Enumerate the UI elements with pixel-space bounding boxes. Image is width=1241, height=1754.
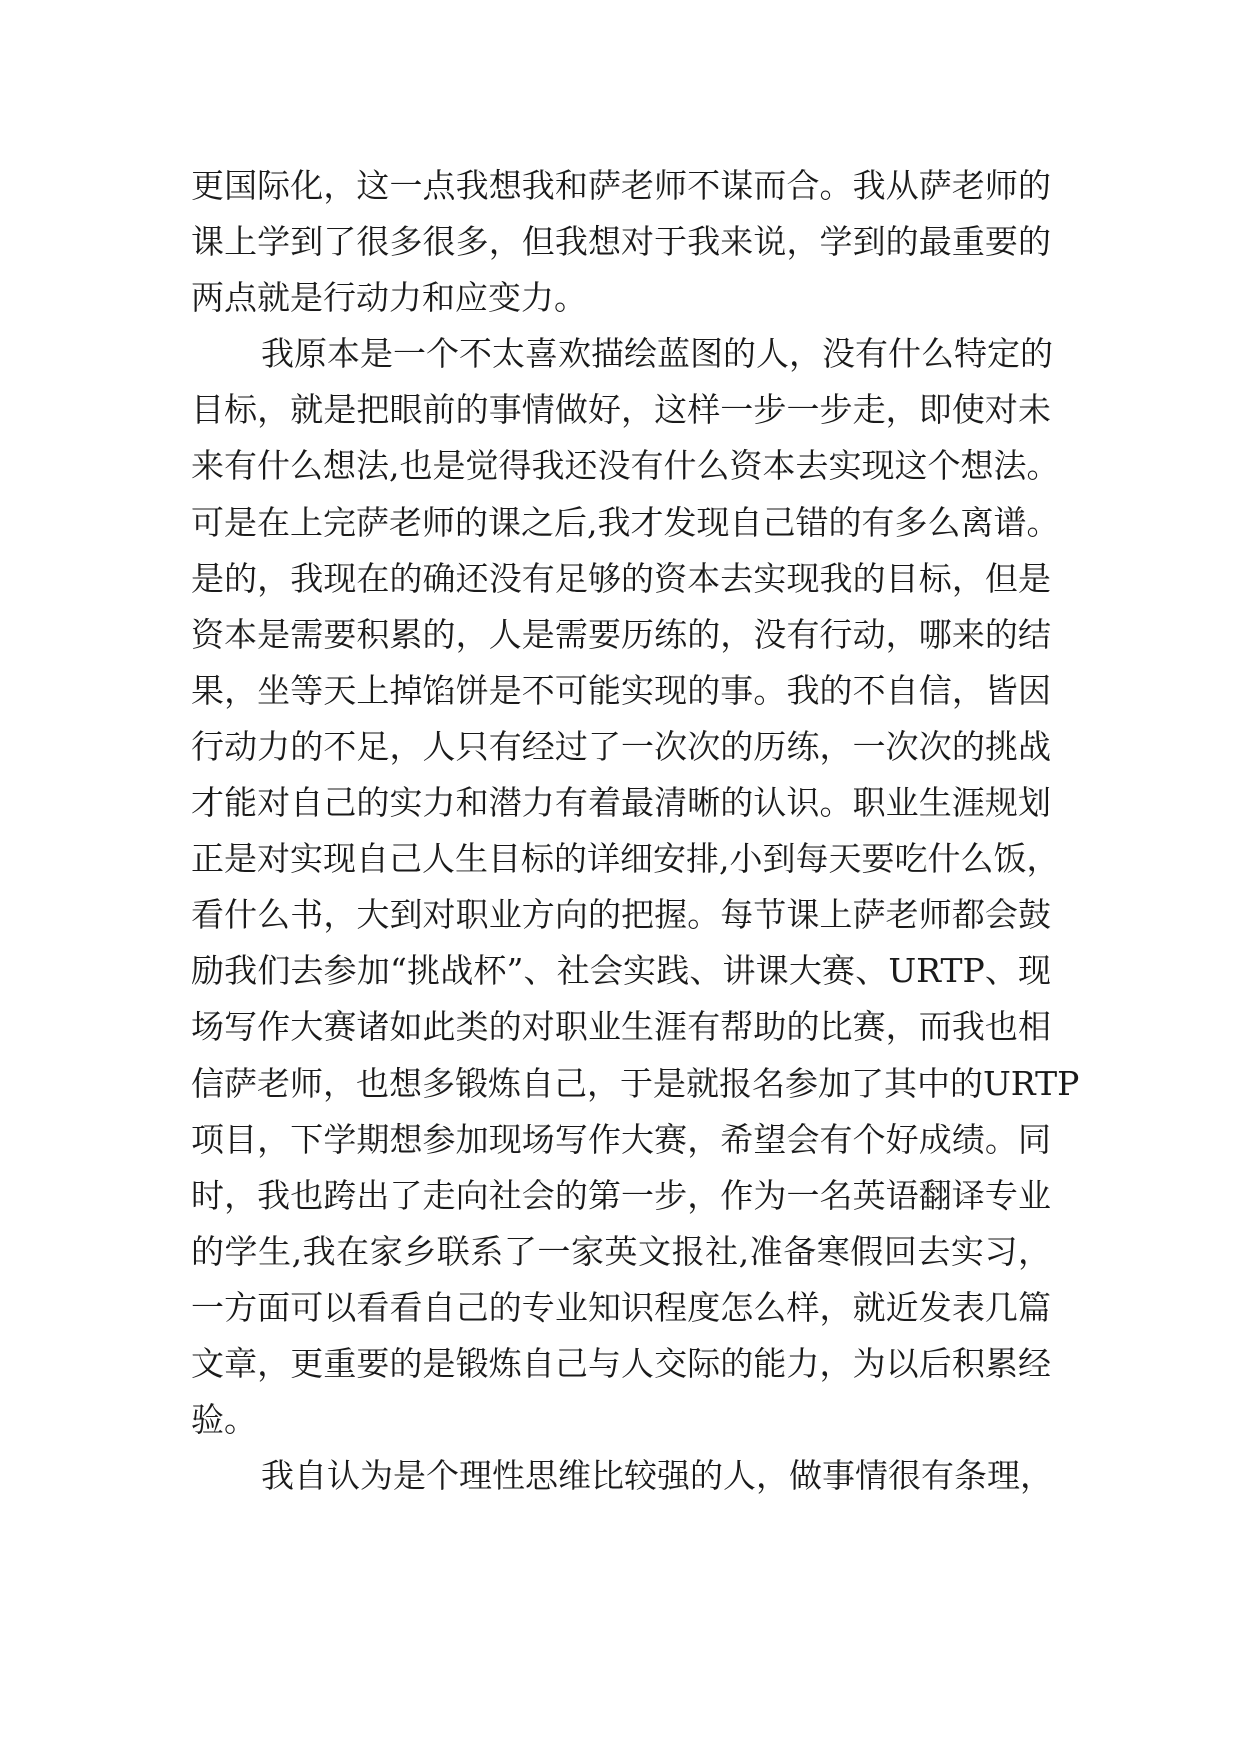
text-line: 看什么书，大到对职业方向的把握。每节课上萨老师都会鼓	[191, 895, 1051, 935]
document-body	[191, 158, 1080, 1504]
text-line: 一方面可以看看自己的专业知识程度怎么样，就近发表几篇	[191, 1287, 1051, 1327]
text-line: 验。	[191, 1400, 257, 1440]
paragraph-start-line: 我自认为是个理性思维比较强的人，做事情很有条理，	[261, 1456, 1053, 1496]
text-line: 更国际化，这一点我想我和萨老师不谋而合。我从萨老师的	[191, 166, 1051, 205]
text-line: 两点就是行动力和应变力。	[191, 278, 587, 318]
text-line: 果，坐等天上掉馅饼是不可能实现的事。我的不自信，皆因	[191, 670, 1051, 710]
text-line: 资本是需要积累的，人是需要历练的，没有行动，哪来的结	[191, 614, 1051, 654]
text-line: 是的，我现在的确还没有足够的资本去实现我的目标，但是	[191, 558, 1051, 598]
text-line: 来有什么想法,也是觉得我还没有什么资本去实现这个想法。	[191, 446, 1060, 486]
text-line: 励我们去参加“挑战杯”、社会实践、讲课大赛、URTP、现	[191, 951, 1051, 991]
text-line: 的学生,我在家乡联系了一家英文报社,准备寒假回去实习，	[191, 1231, 1051, 1271]
text-line: 文章，更重要的是锻炼自己与人交际的能力，为以后积累经	[191, 1343, 1051, 1383]
text-line: 目标，就是把眼前的事情做好，这样一步一步走，即使对未	[191, 390, 1051, 430]
text-line: 正是对实现自己人生目标的详细安排,小到每天要吃什么饭，	[191, 839, 1060, 879]
text-line: 行动力的不足，人只有经过了一次次的历练，一次次的挑战	[191, 726, 1051, 766]
text-line: 信萨老师，也想多锻炼自己，于是就报名参加了其中的URTP	[191, 1063, 1080, 1103]
text-line: 时，我也跨出了走向社会的第一步，作为一名英语翻译专业	[191, 1175, 1051, 1215]
text-line: 项目，下学期想参加现场写作大赛，希望会有个好成绩。同	[191, 1119, 1051, 1159]
paragraph-start-line: 我原本是一个不太喜欢描绘蓝图的人，没有什么特定的	[261, 334, 1053, 374]
text-line: 可是在上完萨老师的课之后,我才发现自己错的有多么离谱。	[191, 502, 1060, 542]
text-line: 场写作大赛诸如此类的对职业生涯有帮助的比赛，而我也相	[191, 1007, 1051, 1047]
text-line: 才能对自己的实力和潜力有着最清晰的认识。职业生涯规划	[191, 783, 1051, 823]
text-line: 课上学到了很多很多，但我想对于我来说，学到的最重要的	[191, 222, 1051, 262]
